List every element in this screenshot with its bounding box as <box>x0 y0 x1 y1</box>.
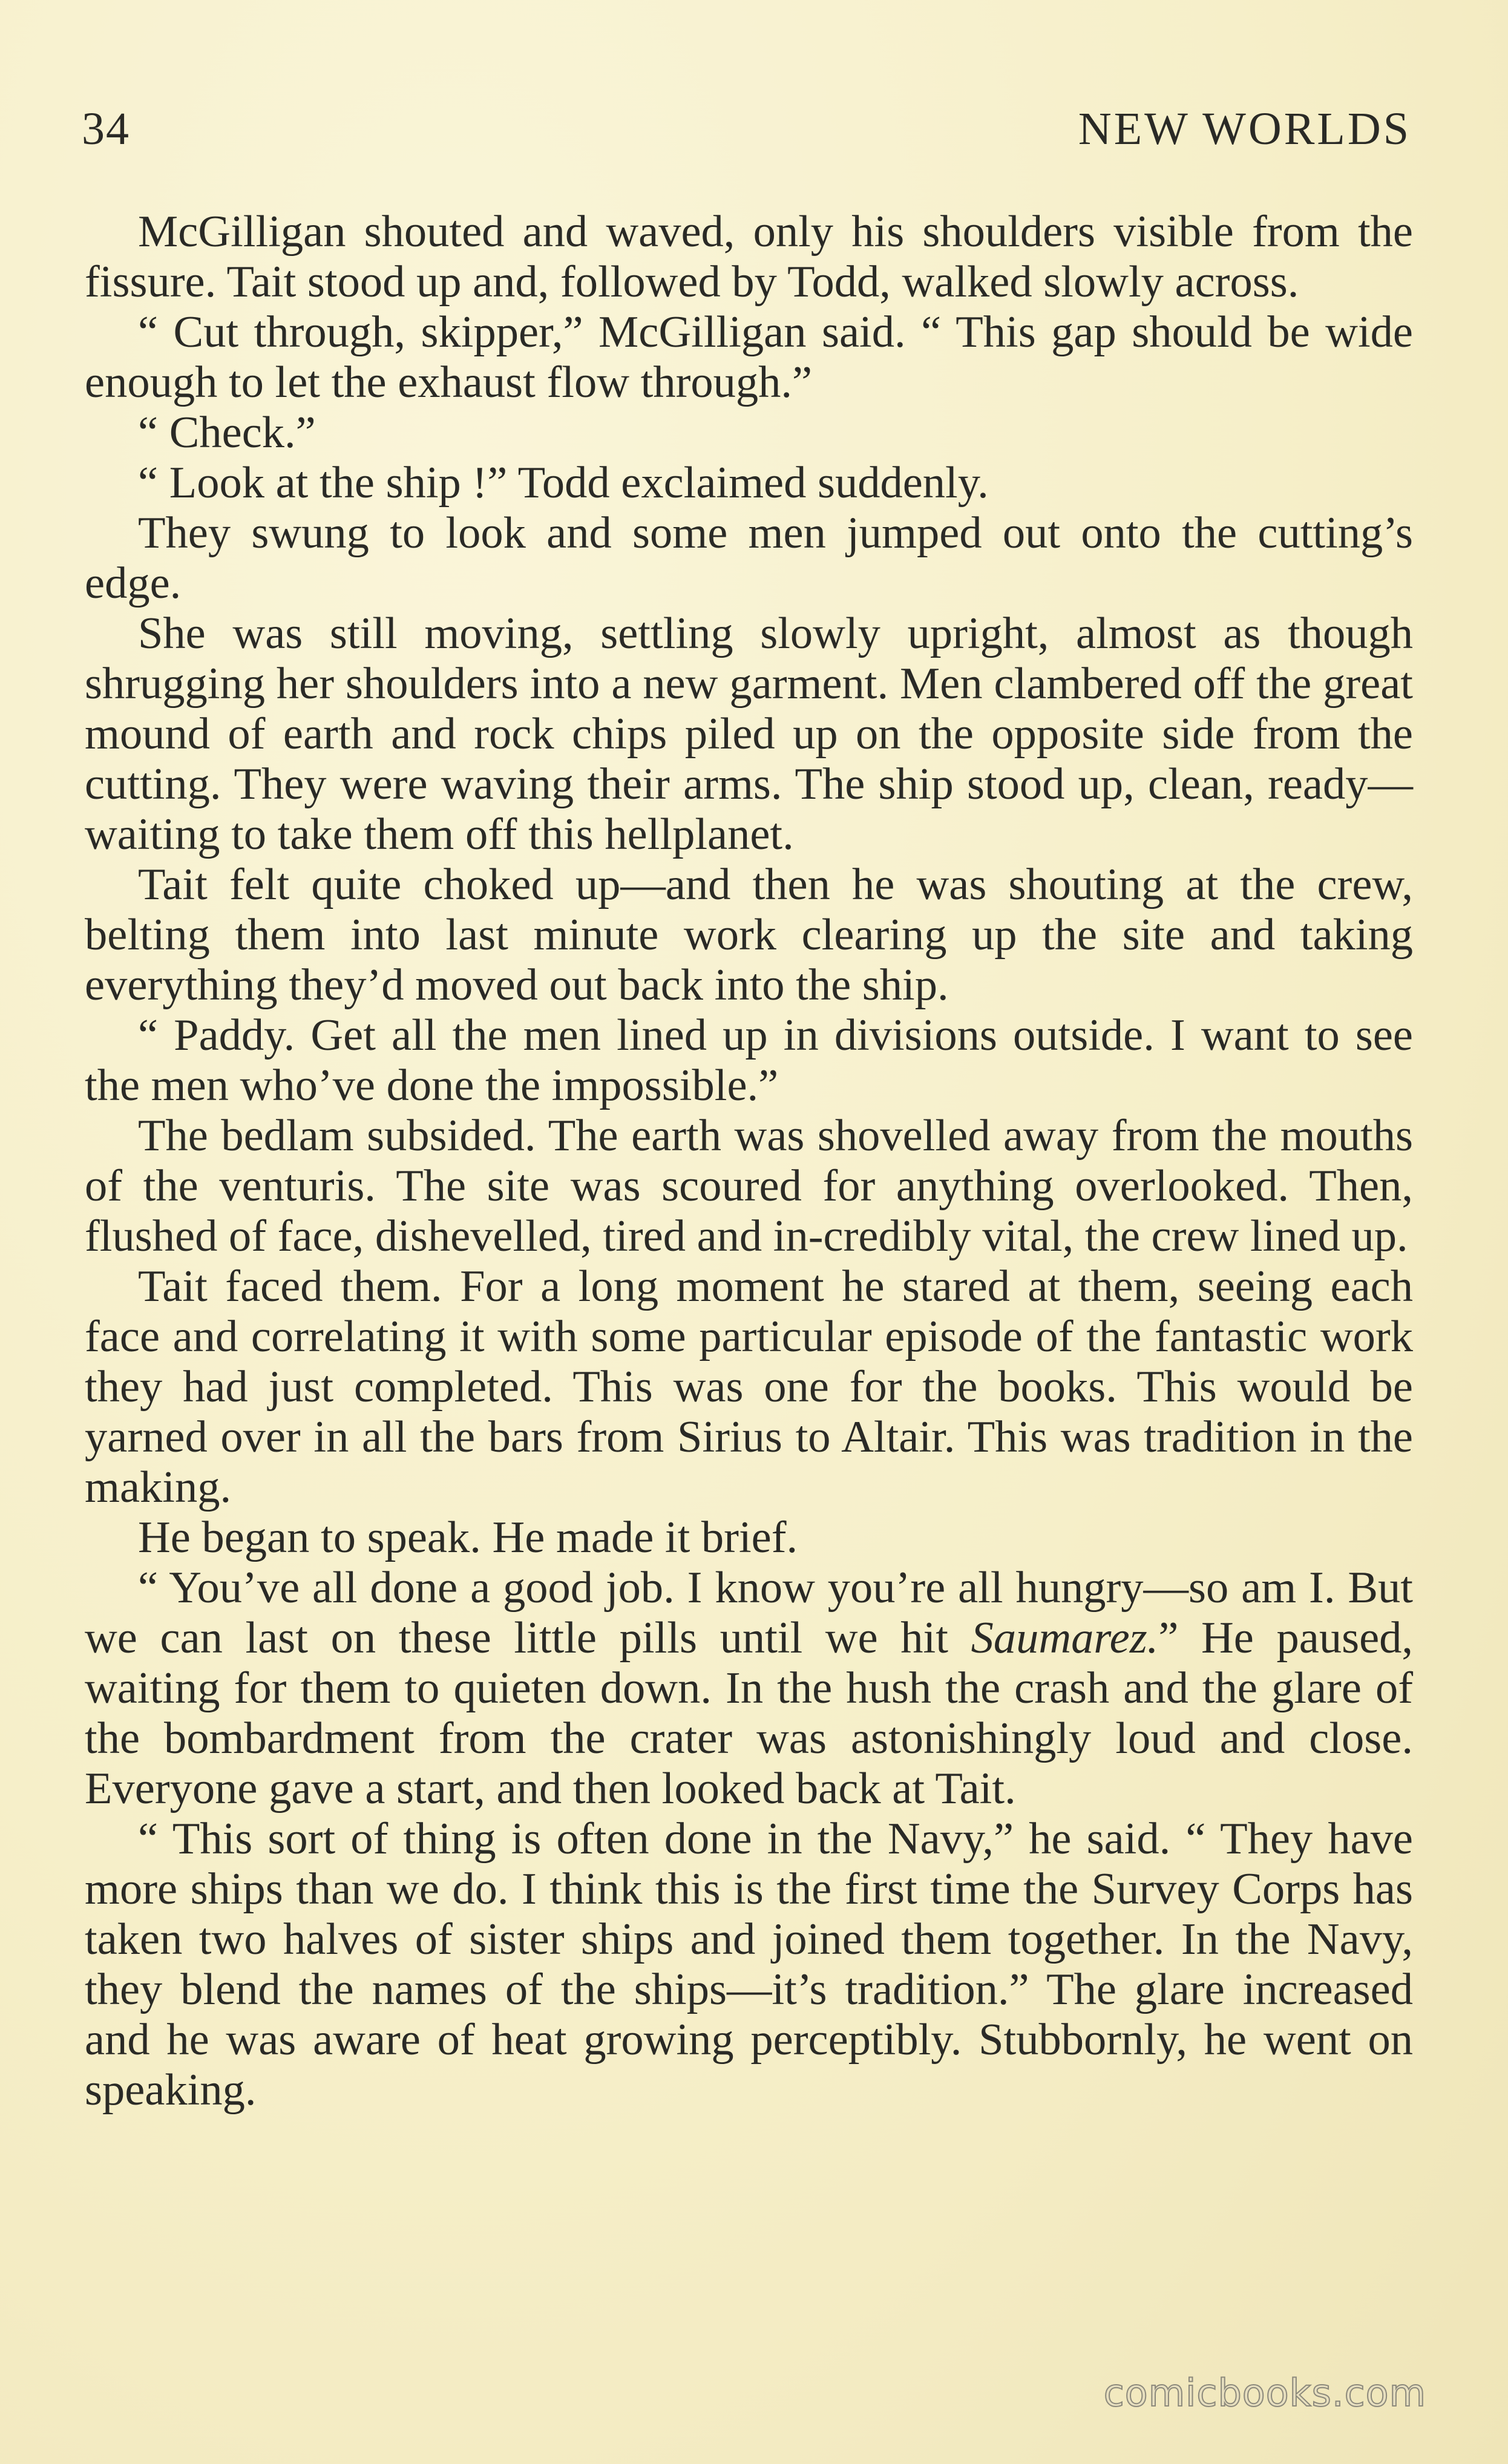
paragraph: Tait faced them. For a long moment he stared at them, seeing each face and correlating it with some particular episode of the fantastic work they had just completed. This was one for the books. This would be yarned over in all the bars from Sirius to Altair. This was tradition in the making. <box>85 1262 1413 1512</box>
paragraph: She was still moving, settling slowly upright, almost as though shrugging her shoulders into a new garment. Men clambered off the great mound of earth and rock chips piled up on the opposite side from the cutting. They were waving their arms. The ship stood up, clean, ready—waiting to take them off this hellplanet. <box>85 609 1413 859</box>
story-text <box>85 207 1413 2115</box>
paragraph: He began to speak. He made it brief. <box>138 1513 798 1562</box>
page-number: 34 <box>82 103 130 154</box>
speech-text-end: ” He paused, waiting for them to quieten down. In the hush the crash and the glare of the bombardment from the crater was astonishingly loud and close. Everyone gave a start, and then looked back at Tait. <box>85 1613 1414 1814</box>
paragraph: “ Look at the ship !” Todd exclaimed suddenly. <box>138 458 989 508</box>
paragraph: “ Check.” <box>138 408 316 457</box>
paragraph: “ Paddy. Get all the men lined up in divisions outside. I want to see the men who’ve done the impossible.” <box>85 1011 1413 1110</box>
paragraph: The bedlam subsided. The earth was shovelled away from the mouths of the venturis. The site was scoured for anything overlooked. Then, flushed of face, dishevelled, tired and in-credibly vital, the crew lined up. <box>85 1111 1413 1261</box>
paragraph: “ Cut through, skipper,” McGilligan said. “ This gap should be wide enough to let the exhaust flow through.” <box>85 307 1413 407</box>
ship-name-italic: Saumarez. <box>971 1613 1159 1663</box>
paragraph: They swung to look and some men jumped out onto the cutting’s edge. <box>85 508 1413 608</box>
watermark-logo: comicbooks.com <box>1103 2371 1426 2415</box>
page-header <box>82 103 1411 169</box>
paragraph: McGilligan shouted and waved, only his shoulders visible from the fissure. Tait stood up and, followed by Todd, walked slowly across. <box>85 207 1413 307</box>
speech-text-start: “ You’ve all done a good job. I know you’re all hungry—so am I. But we can last on these little pills until we hit <box>85 1563 1413 1663</box>
paragraph: “ This sort of thing is often done in the Navy,” he said. “ They have more ships than we do. I think this is the first time the Survey Corps has taken two halves of sister ships and joined them together. In the Navy, they blend the names of the ships—it’s tradition.” The glare increased and he was aware of heat growing perceptibly. Stubbornly, he went on speaking. <box>85 1814 1413 2115</box>
running-title: NEW WORLDS <box>1078 103 1411 154</box>
paragraph: Tait felt quite choked up—and then he was shouting at the crew, belting them into last minute work clearing up the site and taking everything they’d moved out back into the ship. <box>85 860 1413 1010</box>
speech-paragraph <box>85 1563 1413 1814</box>
